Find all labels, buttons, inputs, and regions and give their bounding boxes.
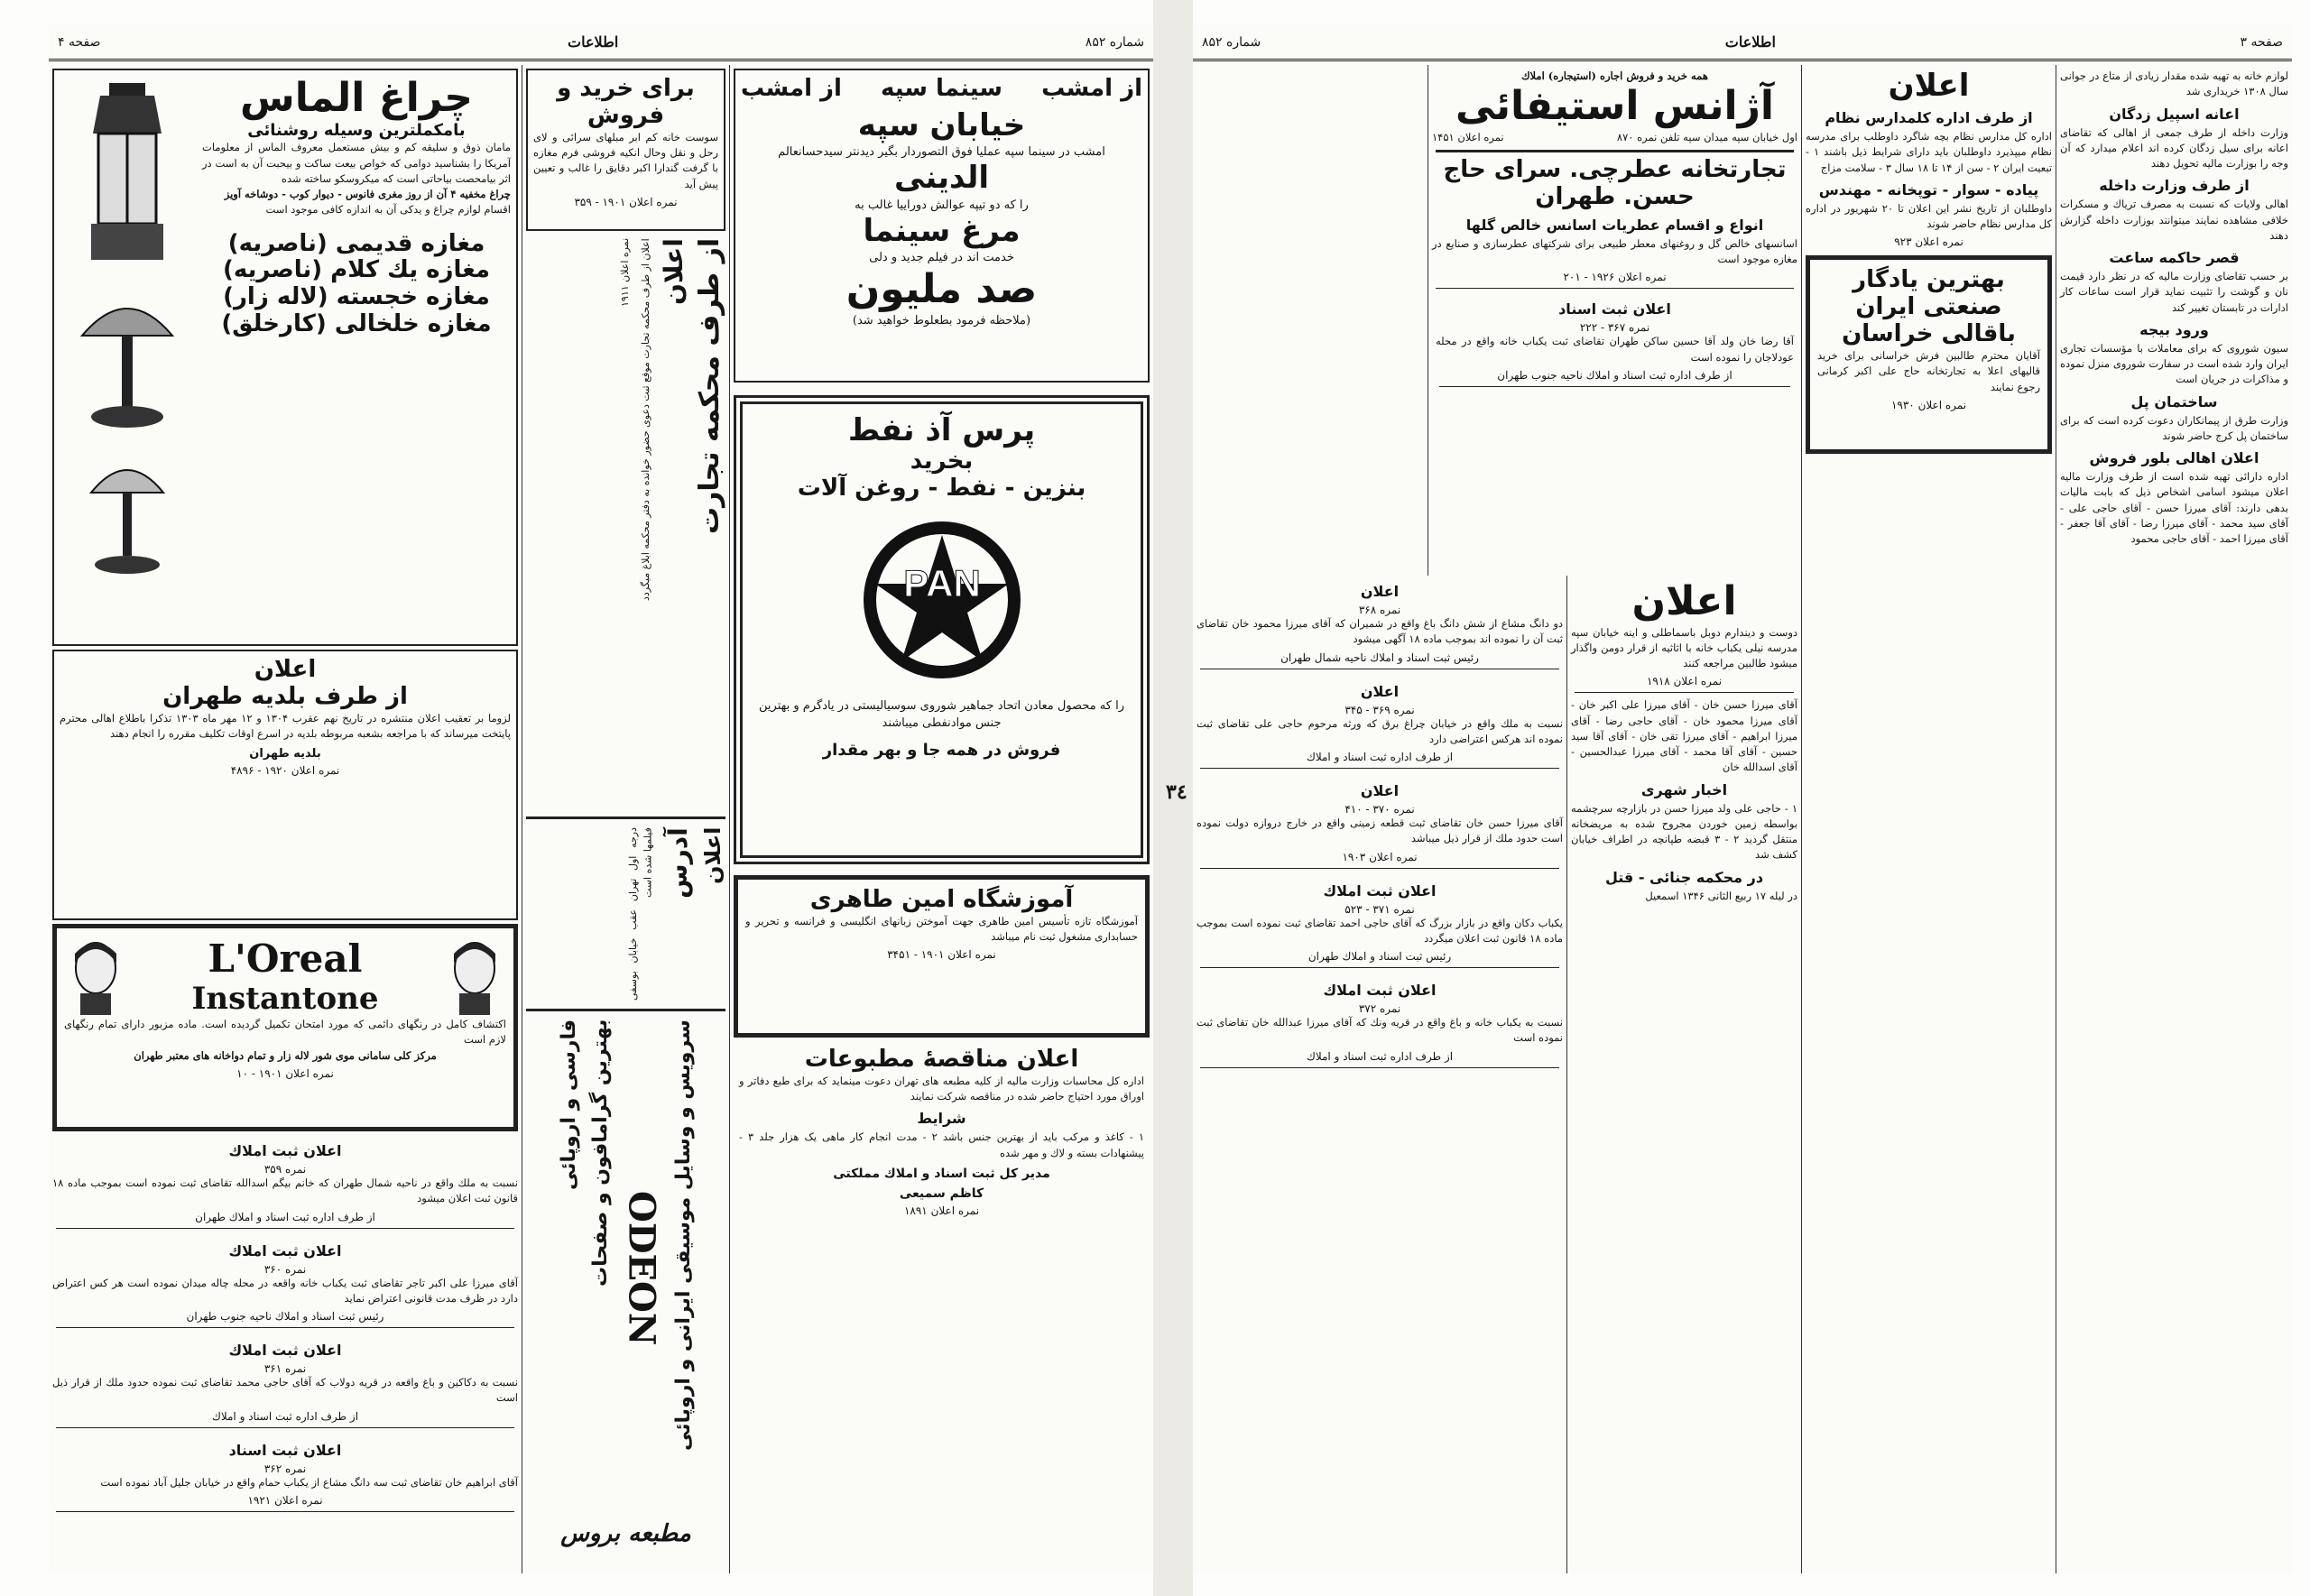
news-p1: لوازم خانه به تهیه شده مقدار زیادی از متاع در جوانی سال ۱۳۰۸ خریداری شد bbox=[2060, 69, 2288, 98]
left-header-center: اطلاعات bbox=[568, 33, 619, 51]
shaded-lamp-icon bbox=[73, 438, 181, 583]
left-registrations-list bbox=[49, 1135, 522, 1518]
notice-title: اعلان ثبت املاك bbox=[1323, 881, 1437, 899]
court-notice-body: اعلان از طرف محکمه تجارت موقع ثبت دعوی حضور خوانده به دفتر محکمه ابلاغ میگردد bbox=[639, 238, 651, 601]
tender-conditions: شرایط bbox=[917, 1110, 966, 1128]
news-head-3: قصر حاکمه ساعت bbox=[2109, 249, 2240, 266]
right-header-center: اطلاعات bbox=[1724, 33, 1776, 51]
baladiyeh-subtitle: از طرف بلدیه طهران bbox=[162, 682, 408, 710]
registration-notice bbox=[49, 1135, 522, 1235]
military-notice-subtitle: از طرف اداره کلمدارس نظام bbox=[1825, 109, 2033, 127]
address-notice bbox=[522, 824, 729, 1004]
baladiyeh-body: لزوما بر تعقیب اعلان منتشره در تاریخ نهم عقرب ۱۳۰۴ و ۱۲ مهر ماه ۱۳۰۳ تذکرا باطلاع اهالی محترم پایتخت میرساند که با مراجعه بشعبه مربوطه بلدیه در اسرع اوقات تکلیف مقرره را انجام دهند bbox=[60, 711, 512, 741]
school-ad bbox=[734, 875, 1150, 1038]
notice-footer: از طرف اداره ثبت اسناد و املاك bbox=[1306, 1049, 1454, 1063]
fold-mark: ٣٤ bbox=[1166, 780, 1187, 804]
oil-sale: فروش در همه جا و بهر مقدار bbox=[822, 740, 1061, 760]
tender-no: نمره اعلان ۱۸۹۱ bbox=[903, 1204, 980, 1217]
registration-notice bbox=[1432, 293, 1797, 393]
baladiyeh-title: اعلان bbox=[254, 656, 317, 683]
cinema-street: خیابان سپه bbox=[857, 106, 1026, 143]
notice-title: اعلان ثبت اسناد bbox=[228, 1441, 342, 1459]
shop-2: مغازه یك كلام (ناصریه) bbox=[222, 256, 491, 284]
notice-footer: رئیس ثبت اسناد و املاك طهران bbox=[1307, 950, 1452, 963]
loreal-ad bbox=[52, 924, 518, 1131]
left-header-left: صفحه ۴ bbox=[58, 34, 101, 50]
vertical-notices bbox=[522, 235, 729, 812]
cinema-mid-2: خدمت اند در فیلم جدید و دلی bbox=[869, 251, 1014, 265]
news-head-4: ورود بیجه bbox=[2139, 320, 2209, 338]
left-col-2 bbox=[522, 65, 729, 1573]
perfume-no: نمره اعلان ۱۹۲۶ - ۲۰۱ bbox=[1563, 271, 1667, 284]
lamp-title: چراغ الماس bbox=[240, 75, 473, 121]
notice-footer: از طرف اداره ثبت اسناد و املاك bbox=[1306, 751, 1454, 763]
loreal-no: نمره اعلان ۱۹۰۱ - ۱۰ bbox=[236, 1066, 334, 1080]
court-notice-no: نمره اعلان ۱۹۱۱ bbox=[619, 238, 631, 308]
buy-sell-title: برای خرید و فروش bbox=[557, 75, 695, 129]
agency-kicker: همه خرید و فروش اجاره (استیجاره) املاك bbox=[1521, 69, 1708, 82]
cinema-note: (ملاحظه فرمود بطعلوط خواهید شد) bbox=[852, 314, 1031, 328]
news-head-1: اعانه اسپیل زدگان bbox=[2109, 105, 2240, 123]
cinema-ad bbox=[734, 69, 1150, 383]
court-body: در لیله ۱۷ ربیع الثانی ۱۳۴۶ اسمعیل bbox=[1645, 889, 1797, 902]
notice-number: نمره ۳۶۰ bbox=[263, 1262, 307, 1276]
notice-body: آقای میرزا حسن خان تقاضای ثبت قطعه زمینی واقع در خارج دروازه دولت نموده است حدود ملك از قرار ذیل میباشد bbox=[1197, 816, 1563, 845]
court-head: در محکمه جنائی - قتل bbox=[1604, 868, 1764, 886]
military-notice-sub2: پیاده - سوار - توپخانه - مهندس bbox=[1818, 180, 2039, 198]
agency-notices-top bbox=[1432, 293, 1797, 393]
pan-logo-text: PAN bbox=[902, 561, 981, 604]
notice-number: نمره ۳۶۸ bbox=[1358, 604, 1401, 616]
notice-footer: نمره اعلان ۱۹۰۳ bbox=[1342, 850, 1418, 863]
news-p7: اداره دارائی تهیه شده است از طرف وزارت مالیه اعلان میشود اسامی اشخاص ذیل که بابت مالیات بدهی دارند: آقای میرزا حسن - آقای حاجی علی - آقای سید محمد - آقای میرزا رضا - آقای آقا جعفر - آقای میرزا احمد - آقای حاجی محمود bbox=[2060, 470, 2288, 545]
left-header-right: شماره ۸۵۲ bbox=[1085, 34, 1144, 50]
baladiyeh-no: نمره اعلان ۱۹۲۰ - ۴۸۹۶ bbox=[230, 764, 340, 778]
notice-body: نسبت به ملك واقع در خیابان چراغ برق که ورثه مرحوم حاجی علی تقاضای ثبت نموده اند هرکس اعتراضی دارد bbox=[1197, 716, 1563, 745]
tender-body: اداره کل محاسبات وزارت مالیه از کلیه مطبعه های تهران دعوت مینماید که برای طبع دفاتر و اوراق مورد احتیاج حاضر شده در مناقصه شرکت نمایند bbox=[739, 1074, 1144, 1103]
oil-title-1: پرس آذ نفط bbox=[847, 412, 1036, 448]
cinema-intro: امشب در سینما سپه عملیا فوق التصوردار بگیر دیدنتر سیدحسانعالم bbox=[778, 144, 1105, 159]
loreal-brand: L'Oreal bbox=[208, 936, 363, 981]
notice-title: اعلان bbox=[1360, 782, 1400, 799]
registration-notice bbox=[1193, 775, 1566, 875]
cinema-name: سینما سپه bbox=[881, 75, 1003, 102]
left-col-3 bbox=[49, 65, 522, 1573]
notice-body: یکباب دکان واقع در بازار بزرگ که آقای حاجی احمد تقاضای ثبت نموده است بموجب ماده ۱۸ قانون ثبت اعلان میگردد bbox=[1197, 916, 1563, 945]
oil-ad bbox=[734, 395, 1150, 864]
notice-number: نمره ۳۶۱ bbox=[263, 1362, 307, 1375]
cinema-mid: را که دو تیپه عوالش دوراییا غالب به bbox=[855, 198, 1029, 212]
right-page-header bbox=[1193, 25, 2292, 61]
tender-items: ۱ - کاغذ و مرکب باید از بهترین جنس باشد ۲ - مدت انجام کار ماهی یک هزار جلد ۳ - پیشنهادات بسته و لاك و مهر شده bbox=[739, 1130, 1145, 1159]
shop-4: مغازه خلخالی (کارخلق) bbox=[221, 310, 492, 338]
right-col-news bbox=[2056, 65, 2292, 1573]
news-p3: اهالی ولایات که نسبت به مصرف تریاك و مسکرات خلافی مشاهده نمایند میتوانند بوزارت داخله گزارش دهند bbox=[2060, 198, 2288, 242]
notice-body: آقای ابراهیم خان تقاضای ثبت سه دانگ مشاع از یکباب حمام واقع در خیابان جلیل آباد نموده است bbox=[100, 1475, 518, 1489]
notice-number: نمره ۳۷۲ bbox=[1358, 1002, 1401, 1015]
school-no: نمره اعلان ۱۹۰۱ - ۳۴۵۱ bbox=[887, 948, 996, 962]
news-p2: وزارت داخله از طرف جمعی از اهالی که تقاضای اعانه برای سیل زدگان کرده اند اعلام میدارد که آن وجه را بوزارت مالیه تحویل دهند bbox=[2060, 125, 2288, 170]
carpet-no: نمره اعلان ۱۹۳۰ bbox=[1890, 398, 1967, 411]
military-notice-body2: داوطلبان از تاریخ نشر این اعلان تا ۲۰ شهریور در اداره کل مدارس نظام حاضر شوند bbox=[1806, 201, 2052, 231]
registration-notice bbox=[1193, 875, 1566, 975]
notice-title: اعلان ثبت املاك bbox=[1323, 982, 1437, 999]
woman-portrait-icon-2 bbox=[64, 936, 127, 1017]
lantern-icon bbox=[73, 79, 181, 278]
court-notice-vertical: از طرف محکمه تجارت bbox=[694, 238, 725, 535]
cinema-tonight-left: از امشب bbox=[741, 75, 842, 102]
news-head-5: ساختمان پل bbox=[2130, 392, 2218, 411]
buy-sell-no: نمره اعلان ۱۹۰۱ - ۳۵۹ bbox=[574, 195, 678, 208]
school-body: آموزشگاه تازه تأسیس امین طاهری جهت آموختن زبانهای انگلیسی و فرانسه و تحریر و حسابداری مشغول ثبت نام میباشد bbox=[745, 914, 1138, 944]
city-news-head: اخبار شهری bbox=[1640, 780, 1728, 798]
school-title: آموزشگاه امین طاهری bbox=[809, 886, 1074, 913]
notice-body: آقای میرزا علی اکبر تاجر تقاضای ثبت یکباب خانه واقعه در محله چاله میدان نموده است هر کس اعتراض دارد در ظرف مدت قانونی اعتراض نماید bbox=[52, 1276, 518, 1305]
oil-body: را که محصول معادن اتحاد جماهیر شوروی سوسیالیستی در یادگرم و بهترین جنس موادنفطی میباشند bbox=[759, 698, 1124, 731]
notice-body: دو دانگ مشاع از شش دانگ باغ واقع در شمیران که آقای میرزا محمود خان تقاضای ثبت آن را نموده اند بموجب ماده ۱۸ آگهی میشود bbox=[1197, 617, 1563, 646]
woman-portrait-icon bbox=[443, 936, 506, 1017]
news-p6: وزارت طرق از پیمانکاران دعوت کرده است که برای ساختمان پل کرج حاضر شوند bbox=[2060, 413, 2288, 442]
music-ad bbox=[522, 1016, 729, 1521]
military-notice-no: نمره اعلان ۹۲۳ bbox=[1894, 235, 1964, 249]
loreal-body: اکتشاف کامل در رنگهای دائمی که مورد امتحان تکمیل گردیده است. ماده مزبور دارای تمام رنگهای لازم است bbox=[64, 1018, 506, 1047]
right-page bbox=[1193, 25, 2292, 1573]
notice-title: اعلان ثبت املاك bbox=[228, 1342, 342, 1359]
odeon-sub-2: فارسی و اروپائی bbox=[557, 1019, 580, 1191]
military-notice-title: اعلان bbox=[1888, 68, 1970, 104]
registration-notice bbox=[49, 1435, 522, 1518]
tender-title: اعلان مناقصهٔ مطبوعات bbox=[804, 1046, 1079, 1073]
lamp-side: اقسام لوازم چراغ و یدکی آن به اندازه کافی موجود است bbox=[265, 203, 511, 217]
perfume-subtitle: انواع و اقسام عطریات اسانس خالص گلها bbox=[1465, 216, 1764, 234]
news-p5: سیون شوروی که برای معاملات با مؤسسات تجاری ایران وارد شده است در سفارت شوروی منزل نموده و مذاکرات در جریان است bbox=[2060, 341, 2288, 386]
buy-sell-body: سوست خانه کم ابر مبلهای سرائی و لای رحل و نقل وحال انکیه فروشی فرم مغازه با گرفت گندارا اکبر دقایق را غالب و تعیین پیش آید bbox=[533, 130, 718, 190]
notice2-body: دوست و دیندارم دوبل باسماطلی و اینه خیابان سپه مدرسه نیلی یکباب خانه با اثاثیه از قرار دومن واگذار میشود طالبین مراجعه کنند bbox=[1571, 625, 1797, 670]
notice-number: نمره ۳۷۱ - ۵۲۳ bbox=[1344, 902, 1415, 916]
notice-footer: رئیس ثبت اسناد و املاك ناحیه جنوب طهران bbox=[186, 1310, 384, 1323]
notice-body: آقا رضا خان ولد آقا حسین ساکن طهران تقاضای ثبت یکباب خانه واقع در محله عودلاجان را نموده است bbox=[1436, 335, 1794, 364]
city-news-body: ۱ - حاجی علی ولد میرزا حسن در بازارچه سرچشمه بواسطه زمین خوردن مجروح شده به مریضخانه منتقل گردید ۲ - ۳ قبضه طپانچه در اطراف خیابان کشف شد bbox=[1571, 801, 1797, 862]
notice-footer: رئیس ثبت اسناد و املاك ناحیه شمال طهران bbox=[1280, 650, 1479, 664]
address-body: درجه اول تهران عقب خیابان بوسفی فیلمها شده است bbox=[627, 827, 654, 1001]
notice-footer: از طرف اداره ثبت اسناد و املاك ناحیه جنوب طهران bbox=[1497, 368, 1732, 382]
right-col-list bbox=[1566, 576, 1801, 1573]
notice-number: نمره ۳۵۹ bbox=[263, 1163, 307, 1176]
registration-notice bbox=[49, 1235, 522, 1335]
film-3-title: صد ملیون bbox=[845, 265, 1038, 312]
right-col-school bbox=[1801, 65, 2056, 1573]
agency-title: آژانس استیفائی bbox=[1455, 83, 1775, 130]
court-notice-vertical-2: اعلان bbox=[659, 238, 688, 305]
notice-footer: از طرف اداره ثبت اسناد و املاك bbox=[211, 1409, 359, 1423]
film-1-title: الدینی bbox=[893, 160, 990, 197]
right-header-right: صفحه ۳ bbox=[2240, 34, 2283, 50]
address-label: آدرس bbox=[663, 827, 693, 899]
oil-title-3: بنزین - نفط - روغن آلات bbox=[797, 474, 1086, 502]
notice-number: نمره ۳۶۹ - ۳۴۵ bbox=[1344, 703, 1415, 716]
lamp-subtitle: بامکملترین وسیله روشنائی bbox=[247, 120, 466, 140]
agency-no: نمره اعلان ۱۴۵۱ bbox=[1432, 130, 1504, 143]
lamp-ad bbox=[52, 69, 518, 646]
odeon-sub: بهترین گرامافون و صفحات bbox=[588, 1019, 612, 1287]
perfume-title: تجارتخانه عطرچی. سرای حاج حسن. طهران bbox=[1443, 156, 1787, 210]
lamp-shops-intro: چراغ مخفیه ۴ آن از روز مغری فانوس - دیوار کوب - دوشاخه آویز bbox=[224, 188, 511, 201]
loreal-product: Instantone bbox=[191, 980, 379, 1017]
notice-number: نمره ۳۶۷ - ۲۲۲ bbox=[1579, 321, 1650, 335]
lamp-body: مامان ذوق و سلیقه کم و بیش مستعمل معروف الماس از معلومات آمریکا را بشناسید دوامی که خواص بیعت ساکت و بیحبت آن به است در اثر بیامحصت بیاحاتی است که میکروسکو ساخته شده bbox=[202, 141, 511, 185]
shop-1: مغازه قدیمی (ناصریه) bbox=[227, 229, 485, 257]
right-col-agency-top bbox=[1193, 65, 1801, 576]
notice-title: اعلان ثبت املاك bbox=[228, 1241, 342, 1259]
shop-3: مغازه خجسته (لاله زار) bbox=[223, 283, 490, 311]
printer-name: مطبعه بروس bbox=[560, 1520, 691, 1547]
music-vertical: سرویس و وسایل موسیقی ایرانی و اروپائی bbox=[671, 1019, 695, 1451]
notice-title: اعلان bbox=[1360, 682, 1400, 700]
registration-notice bbox=[1193, 576, 1566, 676]
carpet-body: آقایان محترم طالبین فرش خراسانی برای خرید قالیهای اعلا به تجارتخانه حاج علی اکبر کرمانی رجوع نمایند bbox=[1817, 349, 2040, 393]
baladiyeh-sign: بلدیه طهران bbox=[249, 747, 321, 761]
carpet-title: بهترین یادگار صنعتی ایران باقالی خراسان bbox=[1842, 266, 2016, 348]
cinema-tonight-right: از امشب bbox=[1041, 75, 1142, 102]
baladiyeh-notice bbox=[52, 650, 518, 920]
notice-title: اعلان bbox=[1360, 583, 1400, 600]
left-col-1 bbox=[729, 65, 1153, 1573]
tender-sign-2: کاظم سمیعی bbox=[899, 1185, 984, 1201]
loreal-agency: مرکز کلی سامانی موی شور لاله زار و تمام دواخانه های معتبر طهران bbox=[134, 1048, 437, 1062]
news-head-2: از طرف وزارت داخله bbox=[2099, 177, 2250, 195]
notice2-title: اعلان bbox=[1631, 578, 1737, 624]
notice-body: نسبت به دکاکین و باغ واقعه در قریه دولاب که آقای حاجی محمد تقاضای ثبت نموده حدود ملك از قرار ذیل است bbox=[52, 1376, 518, 1405]
tender-notice bbox=[734, 1041, 1150, 1546]
names-list: آقای میرزا حسن خان - آقای میرزا علی اکبر خان - آقای میرزا محمود خان - آقای حاجی رضا - آقای میرزا ابراهیم - آقای میرزا تقی خان - آقای آقا سید حسین - آقای آقا محمد - آقای میرزا عبدالحسین - آقای اسدالله خان bbox=[1571, 698, 1797, 774]
news-head-6: اعلان اهالی بلور فروش bbox=[2089, 449, 2259, 466]
oil-title-2: بخرید bbox=[910, 447, 974, 475]
odeon-brand: ODEON bbox=[620, 1191, 663, 1346]
left-page bbox=[49, 25, 1153, 1573]
pan-star-logo bbox=[852, 510, 1032, 690]
notice-number: نمره ۳۷۰ - ۴۱۰ bbox=[1344, 803, 1415, 816]
carpet-ad bbox=[1806, 255, 2052, 454]
notice-footer: نمره اعلان ۱۹۲۱ bbox=[247, 1493, 323, 1507]
notice-title: اعلان ثبت اسناد bbox=[1558, 300, 1671, 318]
registration-notice bbox=[1193, 676, 1566, 776]
notice-title: اعلان ثبت املاك bbox=[228, 1142, 342, 1159]
agency-address: اول خیابان سپه میدان سپه تلفن نمره ۸۷۰ bbox=[1616, 130, 1797, 143]
right-col-agency-bottom bbox=[1193, 576, 1566, 1573]
notice2-no: نمره اعلان ۱۹۱۸ bbox=[1646, 675, 1723, 688]
notice-body: نسبت به یکباب خانه و باغ واقع در قریه ونك که آقای میرزا عبدالله خان تقاضای ثبت نموده است bbox=[1197, 1016, 1563, 1045]
perfume-body: اسانسهای خالص گل و روغنهای معطر طبیعی برای شرکتهای عطرسازی و صنایع در مغازه موجود است bbox=[1432, 236, 1797, 266]
tender-sign: مدیر کل ثبت اسناد و املاك مملکتی bbox=[833, 1166, 1050, 1181]
agency-notices bbox=[1193, 576, 1566, 1075]
table-lamp-icon bbox=[73, 281, 181, 435]
left-page-header bbox=[49, 25, 1153, 61]
film-2-title: مرغ سینما bbox=[863, 213, 1021, 250]
address-title: اعلان bbox=[700, 827, 725, 885]
news-p4: بر حسب تقاضای وزارت مالیه که در نظر دارد قیمت نان و گوشت را تثبیت نماید قرار است ساعات کار ادارات در تابستان تغییر کند bbox=[2060, 270, 2288, 314]
notice-footer: از طرف اداره ثبت اسناد و املاك طهران bbox=[195, 1210, 375, 1223]
right-header-left: شماره ۸۵۲ bbox=[1202, 34, 1261, 50]
buy-sell-ad bbox=[526, 69, 725, 231]
registration-notice bbox=[49, 1334, 522, 1435]
registration-notice bbox=[1193, 974, 1566, 1075]
notice-number: نمره ۳۶۲ bbox=[263, 1462, 307, 1475]
military-notice-body: اداره کل مدارس نظام بچه شاگرد داوطلب برای مدرسه نظام میپذیرد داوطلبان باید دارای شرایط ذیل باشند ۱ - تبعیت ایران ۲ - سن از ۱۴ تا ۱۸ سال ۳ - سلامت مزاج bbox=[1806, 130, 2052, 174]
notice-body: نسبت به ملك واقع در ناحیه شمال طهران که خانم بیگم اسدالله تقاضای ثبت نموده است بموجب ماده ۱۸ قانون ثبت اعلان میشود bbox=[52, 1176, 518, 1205]
